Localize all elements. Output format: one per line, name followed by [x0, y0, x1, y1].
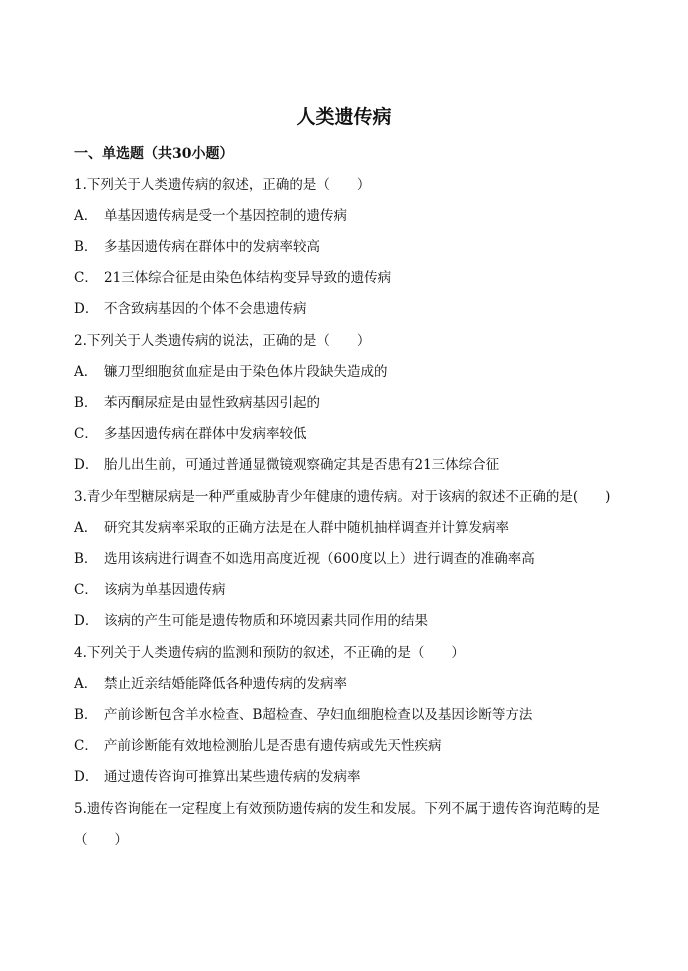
option-text: 研究其发病率采取的正确方法是在人群中随机抽样调查并计算发病率 [104, 520, 509, 536]
question-stem: 1.下列关于人类遗传病的叙述，正确的是（ ） [74, 177, 371, 193]
option-d [74, 455, 499, 475]
option-text: 禁止近亲结婚能降低各种遗传病的发病率 [104, 676, 347, 692]
page-title: 人类遗传病 [296, 106, 392, 128]
option-letter: D． [74, 301, 99, 317]
option-text: 21三体综合征是由染色体结构变异导致的遗传病 [104, 270, 392, 286]
option-letter: D． [74, 769, 99, 785]
option-b [74, 393, 320, 413]
option-a [74, 518, 509, 538]
option-letter: C． [74, 270, 98, 286]
option-d [74, 299, 307, 319]
option-text: 该病为单基因遗传病 [104, 582, 226, 598]
question-stem-continued: （ ） [74, 832, 128, 848]
option-letter: C． [74, 738, 98, 754]
question-stem: 3.青少年型糖尿病是一种严重威胁青少年健康的遗传病。对于该病的叙述不正确的是( ) [74, 489, 611, 505]
option-letter: C． [74, 426, 98, 442]
option-letter: B． [74, 551, 98, 567]
option-c [74, 580, 226, 600]
option-letter: A． [74, 520, 98, 536]
question-stem: 4.下列关于人类遗传病的监测和预防的叙述，不正确的是（ ） [74, 645, 465, 661]
question-stem: 2.下列关于人类遗传病的说法，正确的是（ ） [74, 333, 371, 349]
option-text: 镰刀型细胞贫血症是由于染色体片段缺失造成的 [104, 364, 388, 380]
option-a [74, 206, 347, 226]
option-text: 选用该病进行调查不如选用高度近视（600度以上）进行调查的准确率高 [104, 551, 535, 567]
option-text: 该病的产生可能是遗传物质和环境因素共同作用的结果 [104, 613, 428, 629]
option-d [74, 611, 428, 631]
option-text: 产前诊断能有效地检测胎儿是否患有遗传病或先天性疾病 [104, 738, 442, 754]
option-text: 多基因遗传病在群体中发病率较低 [104, 426, 307, 442]
option-letter: A． [74, 364, 98, 380]
option-text: 胎儿出生前，可通过普通显微镜观察确定其是否患有21三体综合征 [104, 457, 500, 473]
option-text: 产前诊断包含羊水检查、B超检查、孕妇血细胞检查以及基因诊断等方法 [104, 707, 533, 723]
option-text: 通过遗传咨询可推算出某些遗传病的发病率 [104, 769, 361, 785]
option-text: 不含致病基因的个体不会患遗传病 [104, 301, 307, 317]
option-letter: C． [74, 582, 98, 598]
option-text: 单基因遗传病是受一个基因控制的遗传病 [104, 208, 347, 224]
option-letter: B． [74, 239, 98, 255]
option-a [74, 362, 388, 382]
option-letter: B． [74, 707, 98, 723]
option-letter: A． [74, 676, 98, 692]
option-letter: B． [74, 395, 98, 411]
option-d [74, 767, 361, 787]
option-letter: A． [74, 208, 98, 224]
option-c [74, 424, 307, 444]
option-letter: D． [74, 613, 99, 629]
section-heading: 一、单选题（共30小题） [74, 146, 234, 162]
option-text: 多基因遗传病在群体中的发病率较高 [104, 239, 320, 255]
option-b [74, 549, 535, 569]
option-b [74, 705, 532, 725]
option-a [74, 674, 347, 694]
option-c [74, 268, 391, 288]
option-text: 苯丙酮尿症是由显性致病基因引起的 [104, 395, 320, 411]
option-b [74, 237, 320, 257]
question-stem: 5.遗传咨询能在一定程度上有效预防遗传病的发生和发展。下列不属于遗传咨询范畴的是 [74, 801, 600, 817]
option-letter: D． [74, 457, 99, 473]
option-c [74, 736, 442, 756]
